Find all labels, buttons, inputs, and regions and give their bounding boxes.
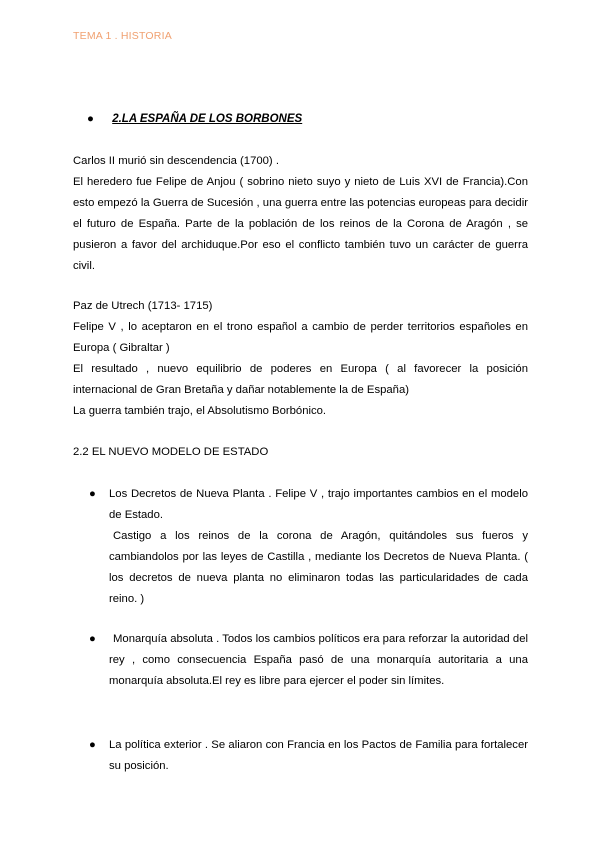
section-heading-borbones bbox=[87, 113, 302, 125]
paragraph-line: Paz de Utrech (1713- 1715) bbox=[73, 300, 213, 312]
bullet-icon: ● bbox=[89, 488, 96, 500]
list-item-text: Los Decretos de Nueva Planta . Felipe V , trajo importantes cambios en el modelo de Estado. bbox=[109, 488, 528, 521]
bullet-list bbox=[73, 629, 528, 692]
bullet-icon: ● bbox=[89, 633, 96, 645]
paragraph-utrech bbox=[73, 296, 528, 422]
paragraph-line: El resultado , nuevo equilibrio de poderes en Europa ( al favorecer la posición internacional de Gran Bretaña y dañar notablemente la de España) bbox=[73, 363, 528, 396]
subsection-heading: 2.2 EL NUEVO MODELO DE ESTADO bbox=[73, 446, 269, 458]
list-item-text: Monarquía absoluta . Todos los cambios políticos era para reforzar la autoridad del rey , como consecuencia España pasó de una monarquía autoritaria a una monarquía absoluta.El rey es libre para ejercer el poder sin límites. bbox=[109, 633, 528, 687]
bullet-list bbox=[73, 484, 528, 610]
list-item-text: La política exterior . Se aliaron con Francia en los Pactos de Familia para fortalecer su posición. bbox=[109, 739, 528, 772]
paragraph-line: La guerra también trajo, el Absolutismo Borbónico. bbox=[73, 405, 327, 417]
bullet-icon: ● bbox=[89, 739, 96, 751]
bullet-icon: ● bbox=[87, 113, 94, 125]
list-item-text: Castigo a los reinos de la corona de Aragón, quitándoles sus fueros y cambiandolos por las leyes de Castilla , mediante los Decretos de Nueva Planta. ( los decretos de nueva planta no eliminaron todas las particularidades de cada reino. ) bbox=[109, 530, 528, 605]
paragraph-line: Carlos II murió sin descendencia (1700) . bbox=[73, 155, 279, 167]
bullet-list bbox=[73, 735, 528, 777]
list-item bbox=[73, 629, 528, 692]
section-title: 2.LA ESPAÑA DE LOS BORBONES bbox=[112, 113, 303, 125]
list-item bbox=[73, 735, 528, 777]
list-item bbox=[73, 484, 528, 610]
paragraph-sucesion bbox=[73, 151, 528, 277]
paragraph-line: Felipe V , lo aceptaron en el trono español a cambio de perder territorios españoles en Europa ( Gibraltar ) bbox=[73, 321, 528, 354]
paragraph-line: El heredero fue Felipe de Anjou ( sobrino nieto suyo y nieto de Luis XVI de Francia).Con esto empezó la Guerra de Sucesión , una guerra entre las potencias europeas para decidir el futuro de España. Parte de la población de los reinos de la Corona de Aragón , se pusieron a favor del archiduque.Por eso el conflicto también tuvo un carácter de guerra civil. bbox=[73, 176, 528, 272]
document-header: TEMA 1 . HISTORIA bbox=[73, 30, 172, 42]
